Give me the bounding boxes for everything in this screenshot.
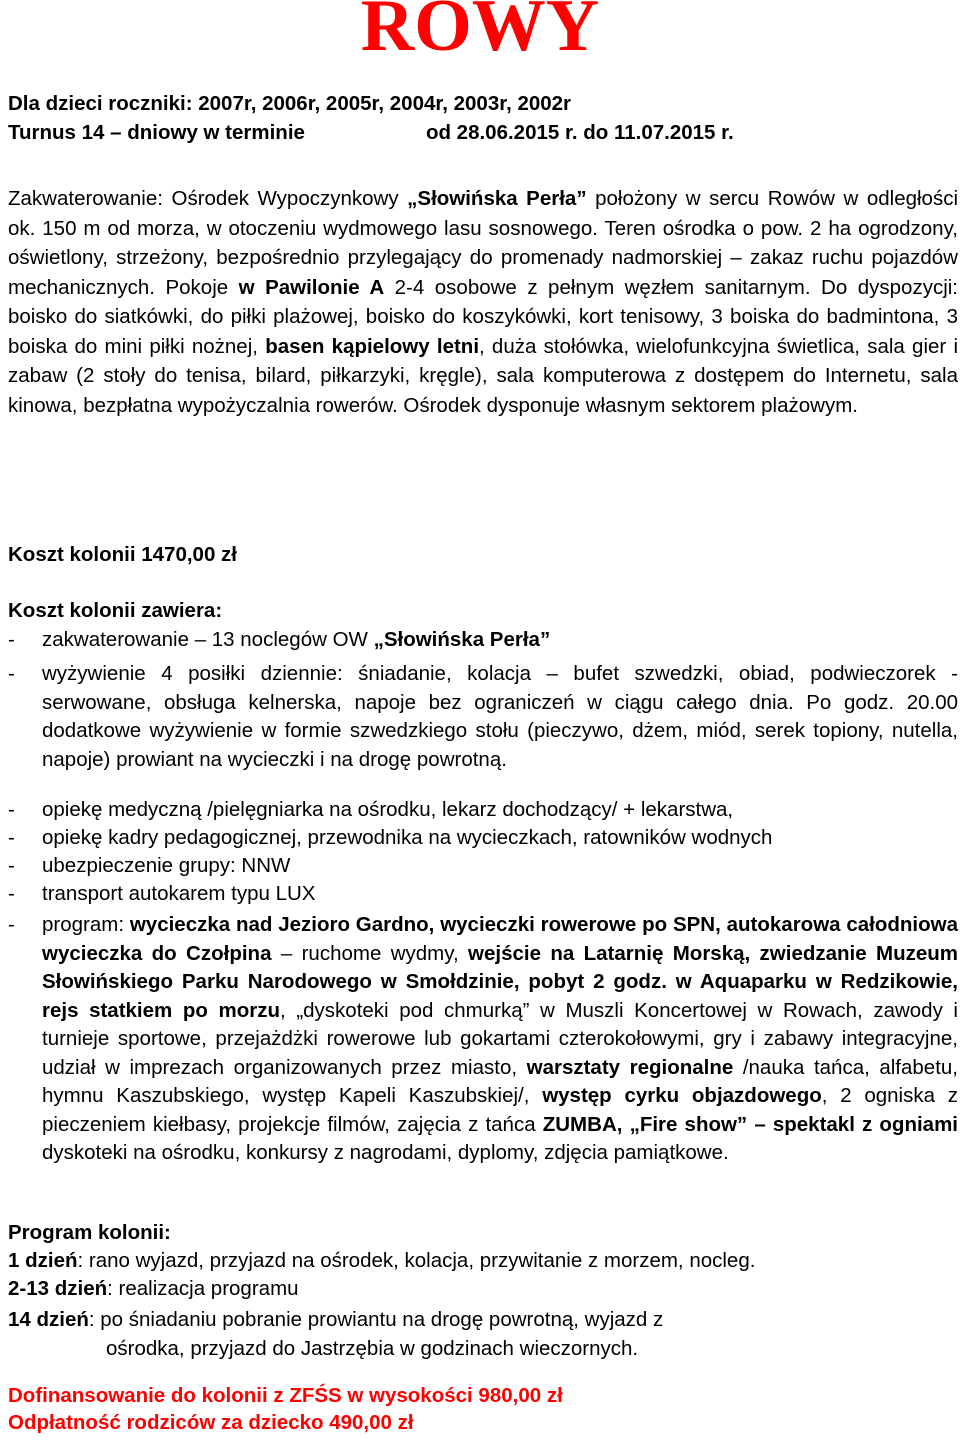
includes-heading: Koszt kolonii zawiera: [8, 599, 223, 622]
list-item: - opiekę medyczną /pielęgniarka na ośrodku, lekarz dochodzący/ + lekarstwa, [8, 798, 734, 821]
pavilion-name: w Pawilonie A [238, 275, 385, 299]
pool-feature: basen kąpielowy letni [265, 334, 480, 358]
list-item: - transport autokarem typu LUX [8, 882, 316, 905]
term-line [8, 119, 734, 146]
program-days-2-13: 2-13 dzień: realizacja programu [8, 1277, 299, 1300]
page-title: ROWY [360, 0, 600, 67]
program-day-1: 1 dzień: rano wyjazd, przyjazd na ośrodek, kolacja, przywitanie z morzem, nocleg. [8, 1249, 756, 1272]
subsidy-line: Dofinansowanie do kolonii z ZFŚS w wysokości 980,00 zł [8, 1384, 563, 1407]
list-item: - zakwaterowanie – 13 noclegów OW „Słowińska Perła” [8, 628, 551, 651]
parent-payment-line: Odpłatność rodziców za dziecko 490,00 zł [8, 1411, 414, 1434]
list-item: - ubezpieczenie grupy: NNW [8, 854, 291, 877]
list-item: - program: wycieczka nad Jezioro Gardno, wycieczki rowerowe po SPN, autokarowa całodniowa wycieczka do Czołpina – ruchome wydmy, wejście na Latarnię Morską, zwiedzanie Muzeum Słowińskiego Parku Narodowego w Smołdzinie, pobyt 2 godz. w Aquaparku w Redzikowie, rejs statkiem po morzu, „dyskoteki pod chmurką” w Muszli Koncertowej w Rowach, zawody i turnieje sportowe, przejażdżki rowerowe lub gokartami czterokołowymi, gry i zabawy integracyjne, udział w imprezach organizowanych przez miasto, warsztaty regionalne /nauka tańca, alfabetu, hymnu Kaszubskiego, występ Kapeli Kaszubskiej/, występ cyrku objazdowego, 2 ogniska z pieczeniem kiełbasy, projekcje filmów, zajęcia z tańca ZUMBA, „Fire show” – spektakl z ogniami dyskoteki na ośrodku, konkursy z nagrodami, dyplomy, zdjęcia pamiątkowe. [8, 913, 959, 1164]
description-paragraph: Zakwaterowanie: Ośrodek Wypoczynkowy „Słowińska Perła” położony w sercu Rowów w odległości ok. 150 m od morza, w otoczeniu wydmowego lasu sosnowego. Teren ośrodka o pow. 2 ha ogrodzony, oświetlony, strzeżony, bezpośrednio przylegający do promenady nadmorskiej – zakaz ruchu pojazdów mechanicznych. Pokoje w Pawilonie A 2-4 osobowe z pełnym węzłem sanitarnym. Do dyspozycji: boisko do siatkówki, do piłki plażowej, boisko do koszykówki, kort tenisowy, 3 boiska do badmintona, 3 boiska do mini piłki nożnej, basen kąpielowy letni, duża stołówka, wielofunkcyjna świetlica, sala gier i zabaw (2 stoły do tenisa, bilard, piłkarzyki, kręgle), sala komputerowa z dostępem do Internetu, sala kinowa, bezpłatna wypożyczalnia rowerów. Ośrodek dysponuje własnym sektorem plażowym. [8, 187, 959, 417]
term-label: Turnus 14 – dniowy w terminie [8, 121, 305, 144]
cost-line: Koszt kolonii 1470,00 zł [8, 543, 237, 566]
list-item: - wyżywienie 4 posiłki dziennie: śniadanie, kolacja – bufet szwedzki, obiad, podwieczorek - serwowane, obsługa kelnerska, napoje bez ograniczeń w ciągu całego dnia. Po godz. 20.00 dodatkowe wyżywienie w formie szwedzkiego stołu (pieczywo, dżem, miód, serek topiony, nutella, napoje) prowiant na wycieczki i na drogę powrotną. [8, 662, 958, 771]
program-heading: Program kolonii: [8, 1221, 171, 1244]
term-dates: od 28.06.2015 r. do 11.07.2015 r. [425, 121, 734, 144]
program-day-14: 14 dzień: po śniadaniu pobranie prowiantu na drogę powrotną, wyjazd z ośrodka, przyjazd do Jastrzębia w godzinach wieczornych. [8, 1308, 664, 1360]
age-groups-line: Dla dzieci roczniki: 2007r, 2006r, 2005r, 2004r, 2003r, 2002r [8, 92, 572, 115]
resort-name: „Słowińska Perła” [407, 187, 587, 210]
list-item: - opiekę kadry pedagogicznej, przewodnika na wycieczkach, ratowników wodnych [8, 826, 773, 849]
